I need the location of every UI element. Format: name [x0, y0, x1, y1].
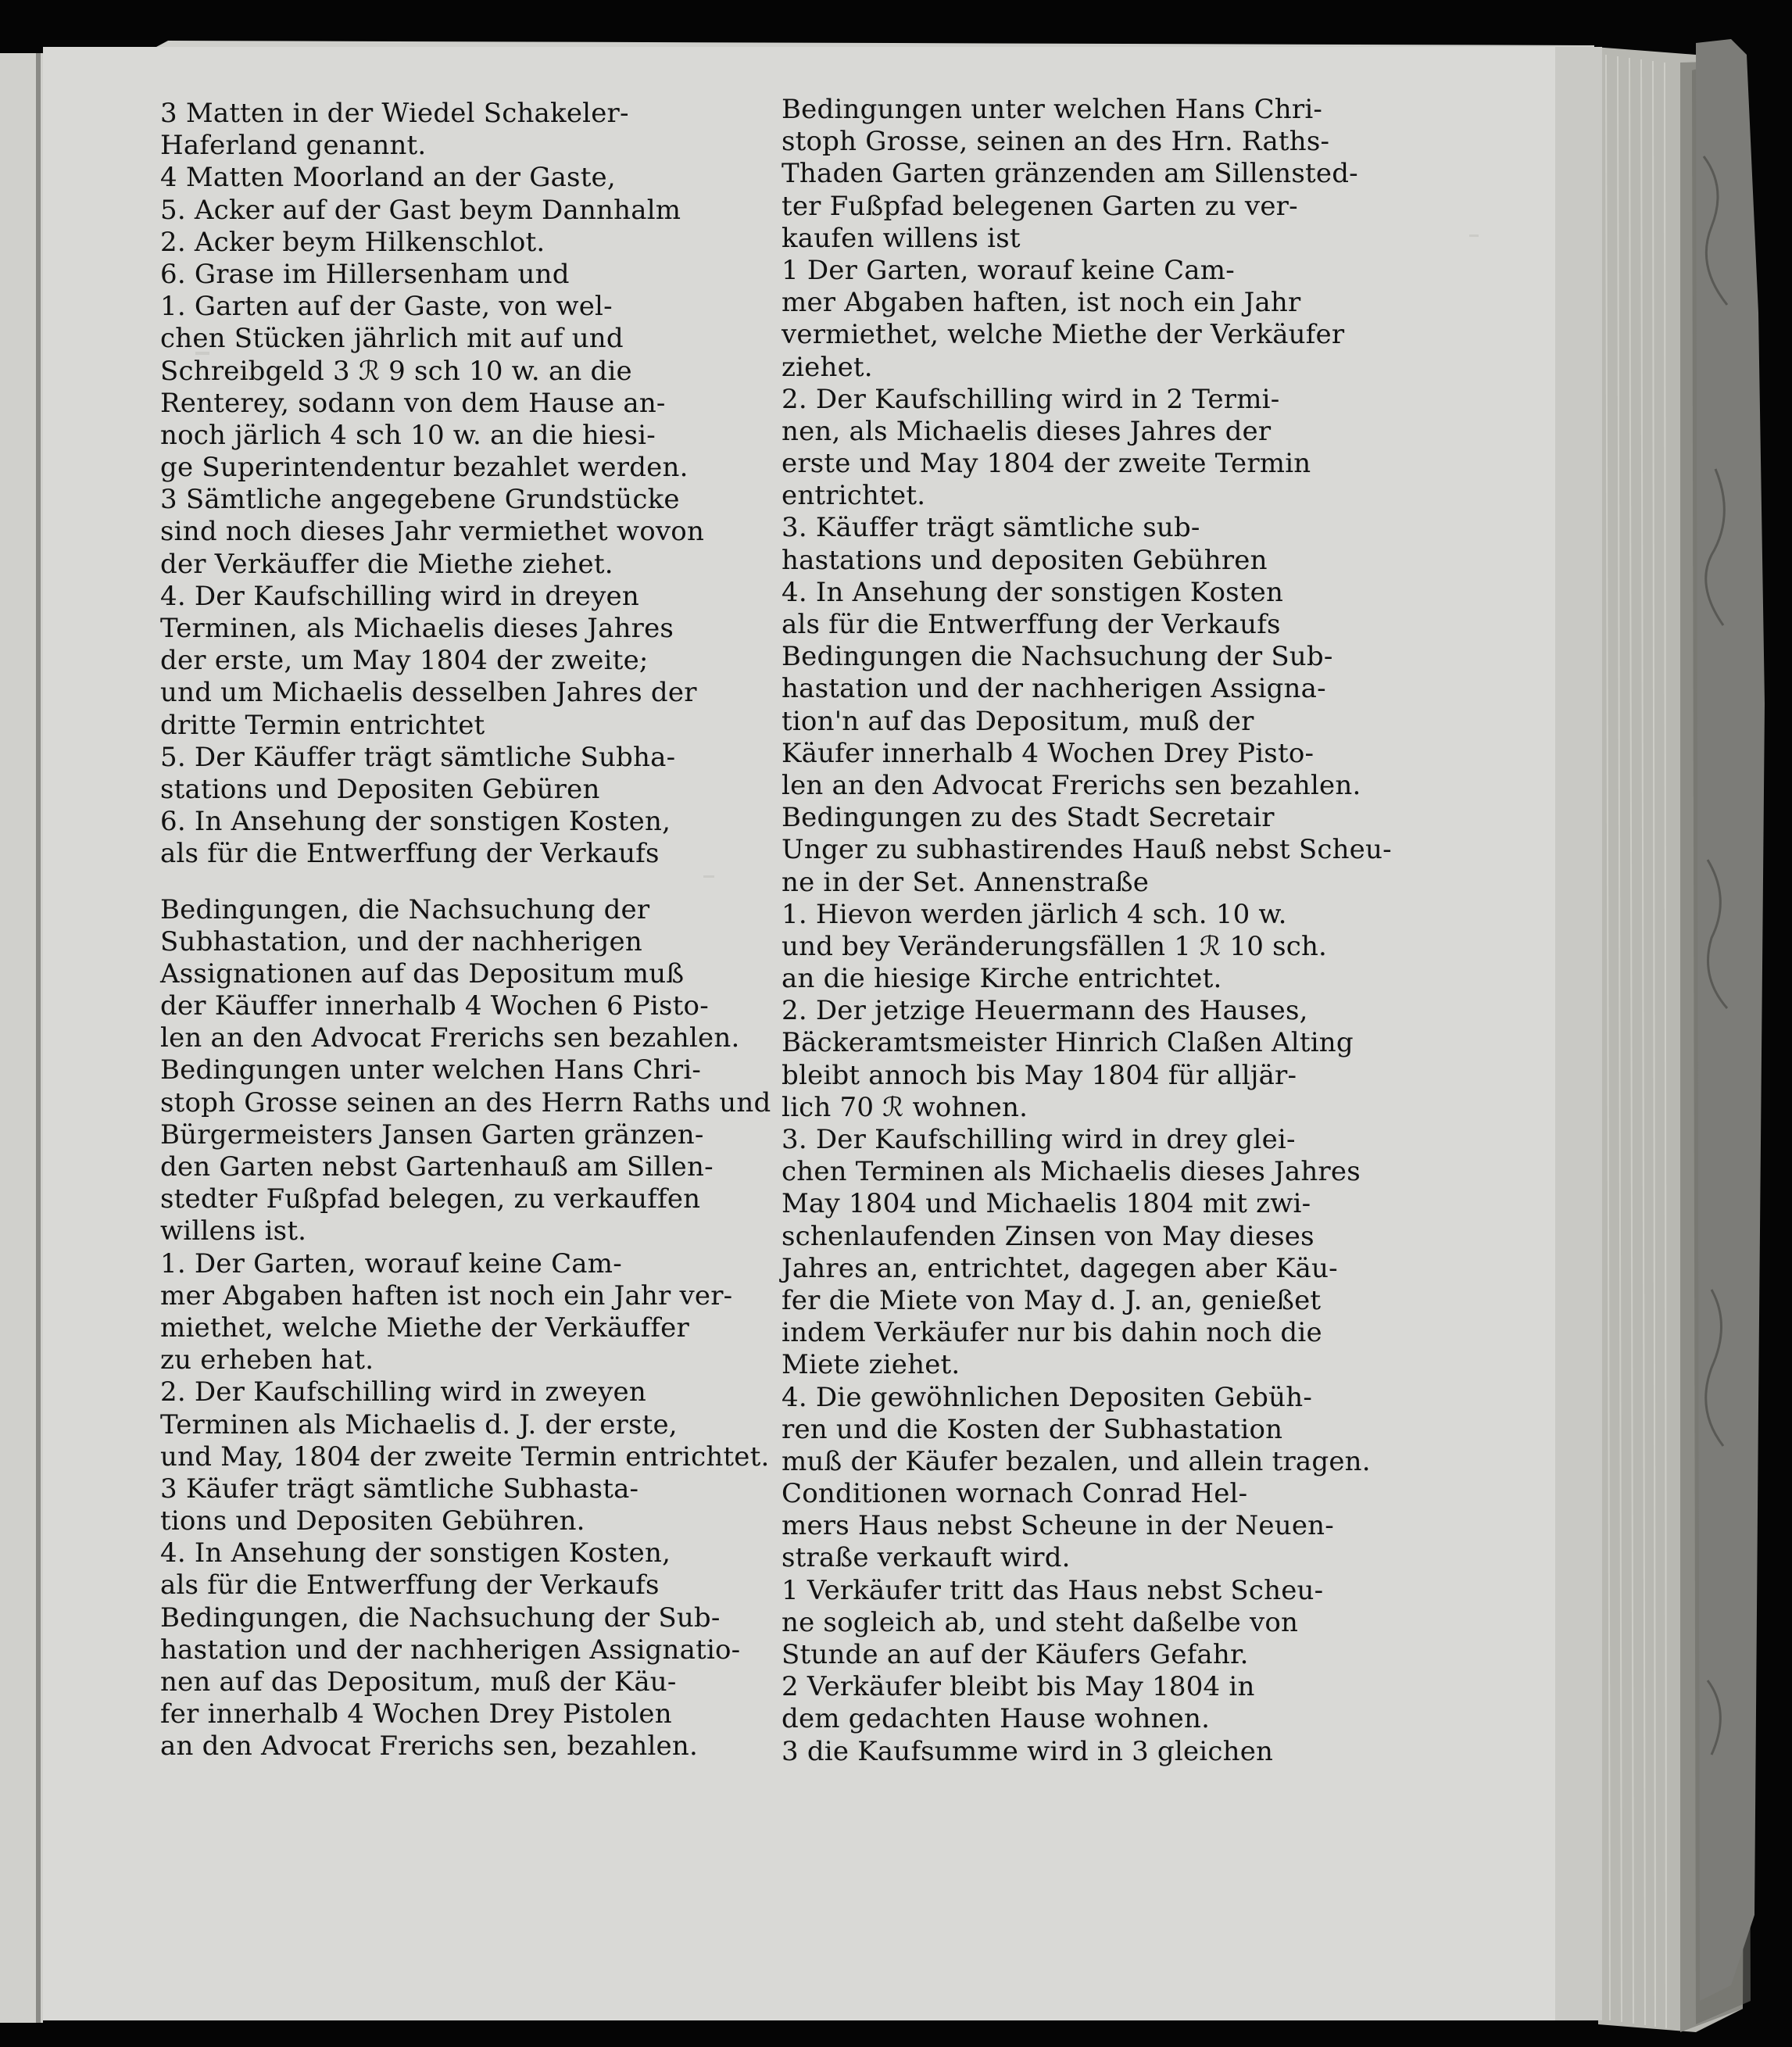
text-line: ne sogleich ab, und steht daßelbe von [782, 1606, 1299, 1638]
text-line: Conditionen wornach Conrad Hel- [782, 1478, 1248, 1510]
text-line: sind noch dieses Jahr vermiethet wovon [160, 516, 705, 548]
text-line: Terminen, als Michaelis dieses Jahres [160, 613, 674, 644]
text-line: 6. In Ansehung der sonstigen Kosten, [160, 806, 671, 838]
text-line: Subhastation, und der nachherigen [160, 925, 642, 957]
text-line: lich 70 ℛ wohnen. [782, 1091, 1028, 1123]
text-line: Bäckeramtsmeister Hinrich Claßen Alting [782, 1027, 1354, 1059]
paragraph-gap [160, 871, 746, 894]
text-line: erste und May 1804 der zweite Termin [782, 448, 1311, 480]
text-line: ge Superintendentur bezahlet werden. [160, 452, 689, 484]
text-line: Bedingungen unter welchen Hans Chri- [782, 94, 1323, 125]
text-line: als für die Entwerffung der Verkaufs [782, 609, 1281, 640]
text-line: 5. Acker auf der Gast beym Dannhalm [160, 194, 681, 226]
text-line: den Garten nebst Gartenhauß am Sillen- [160, 1151, 714, 1183]
text-line: willens ist. [160, 1215, 307, 1247]
text-line: als für die Entwerffung der Verkaufs [160, 838, 660, 870]
text-line: 3 Sämtliche angegebene Grundstücke [160, 484, 680, 516]
text-line: Bedingungen die Nachsuchung der Sub- [782, 641, 1333, 673]
text-line: stoph Grosse, seinen an des Hrn. Raths- [782, 126, 1330, 158]
text-line: bleibt annoch bis May 1804 für alljär- [782, 1059, 1297, 1091]
text-line: als für die Entwerffung der Verkaufs [160, 1569, 660, 1601]
text-line: ren und die Kosten der Subhastation [782, 1413, 1283, 1445]
text-line: len an den Advocat Frerichs sen bezahlen. [160, 1022, 740, 1054]
text-line: 1 Verkäufer tritt das Haus nebst Scheu- [782, 1574, 1324, 1606]
text-line: 2. Der Kaufschilling wird in 2 Termi- [782, 383, 1280, 415]
text-line: Assignationen auf das Depositum muß [160, 957, 685, 990]
text-line: mer Abgaben haften ist noch ein Jahr ver- [160, 1279, 733, 1312]
text-line: entrichtet. [782, 480, 926, 512]
text-line: Bedingungen unter welchen Hans Chri- [160, 1054, 702, 1086]
text-line: 3 Käufer trägt sämtliche Subhasta- [160, 1473, 639, 1505]
text-line: 4 Matten Moorland an der Gaste, [160, 162, 616, 194]
text-line: hastations und depositen Gebühren [782, 544, 1268, 576]
text-line: Bürgermeisters Jansen Garten gränzen- [160, 1118, 704, 1151]
text-line: kaufen willens ist [782, 222, 1021, 254]
text-line: hastation und der nachherigen Assignatio- [160, 1634, 741, 1666]
text-line: fer innerhalb 4 Wochen Drey Pistolen [160, 1698, 672, 1730]
text-line: May 1804 und Michaelis 1804 mit zwi- [782, 1188, 1311, 1220]
text-line: 2 Verkäufer bleibt bis May 1804 in [782, 1671, 1255, 1703]
text-line: Bedingungen, die Nachsuchung der [160, 893, 650, 925]
text-line: mers Haus nebst Scheune in der Neuen- [782, 1510, 1334, 1542]
text-line: stations und Depositen Gebüren [160, 773, 600, 805]
text-line: dem gedachten Hause wohnen. [782, 1703, 1211, 1735]
text-line: an den Advocat Frerichs sen, bezahlen. [160, 1730, 698, 1762]
text-line: len an den Advocat Frerichs sen bezahlen. [782, 769, 1361, 801]
text-line: mer Abgaben haften, ist noch ein Jahr [782, 287, 1301, 319]
text-line: 1. Der Garten, worauf keine Cam- [160, 1247, 622, 1279]
text-line: ter Fußpfad belegenen Garten zu ver- [782, 190, 1298, 222]
text-line: fer die Miete von May d. J. an, genießet [782, 1284, 1322, 1316]
text-line: chen Terminen als Michaelis dieses Jahres [782, 1156, 1361, 1188]
text-line: der erste, um May 1804 der zweite; [160, 645, 649, 677]
text-line: Schreibgeld 3 ℛ 9 sch 10 w. an die [160, 355, 632, 387]
text-line: 4. Die gewöhnlichen Depositen Gebüh- [782, 1381, 1313, 1413]
text-line: ziehet. [782, 351, 873, 383]
text-line: 2. Acker beym Hilkenschlot. [160, 226, 545, 258]
text-line: der Verkäuffer die Miethe ziehet. [160, 548, 613, 580]
text-line: und May, 1804 der zweite Termin entrichtet. [160, 1440, 770, 1473]
text-line: indem Verkäufer nur bis dahin noch die [782, 1317, 1322, 1349]
text-line: dritte Termin entrichtet [160, 709, 485, 741]
text-line: 2. Der Kaufschilling wird in zweyen [160, 1376, 646, 1408]
text-line: 2. Der jetzige Heuermann des Hauses, [782, 995, 1308, 1027]
left-column-part-b [160, 893, 771, 1763]
text-line: miethet, welche Miethe der Verkäuffer [160, 1312, 689, 1344]
text-line: stoph Grosse seinen an des Herrn Raths und [160, 1086, 771, 1118]
text-line: 6. Grase im Hillersenham und [160, 258, 570, 290]
text-line: Bedingungen zu des Stadt Secretair [782, 802, 1275, 834]
text-line: noch järlich 4 sch 10 w. an die hiesi- [160, 419, 656, 451]
text-line: der Käuffer innerhalb 4 Wochen 6 Pisto- [160, 990, 709, 1022]
text-line: und bey Veränderungsfällen 1 ℛ 10 sch. [782, 930, 1328, 962]
text-line: straße verkauft wird. [782, 1542, 1071, 1574]
text-line: Terminen als Michaelis d. J. der erste, [160, 1408, 678, 1440]
text-line: schenlaufenden Zinsen von May dieses [782, 1220, 1314, 1252]
text-line: 3 die Kaufsumme wird in 3 gleichen [782, 1735, 1274, 1767]
text-line: an die hiesige Kirche entrichtet. [782, 963, 1222, 995]
left-column-part-a [160, 98, 746, 871]
text-line: 3 Matten in der Wiedel Schakeler- [160, 98, 629, 129]
text-line: zu erheben hat. [160, 1344, 374, 1376]
text-line: und um Michaelis desselben Jahres der [160, 677, 697, 709]
text-line: Stunde an auf der Käufers Gefahr. [782, 1639, 1249, 1670]
text-line: Jahres an, entrichtet, dagegen aber Käu- [782, 1252, 1338, 1284]
text-line: 4. In Ansehung der sonstigen Kosten, [160, 1537, 671, 1569]
text-line: muß der Käufer bezalen, und allein tragen. [782, 1445, 1371, 1477]
text-line: 1. Garten auf der Gaste, von wel- [160, 291, 613, 323]
text-line: stedter Fußpfad belegen, zu verkauffen [160, 1183, 701, 1215]
text-line: chen Stücken jährlich mit auf und [160, 323, 624, 355]
text-line: 3. Der Kaufschilling wird in drey glei- [782, 1124, 1296, 1155]
text-line: nen, als Michaelis dieses Jahres der [782, 415, 1272, 447]
text-line: Miete ziehet. [782, 1349, 960, 1381]
text-line: nen auf das Depositum, muß der Käu- [160, 1666, 677, 1698]
right-column [782, 94, 1392, 1768]
text-line: 4. In Ansehung der sonstigen Kosten [782, 576, 1284, 608]
text-line: Renterey, sodann von dem Hause an- [160, 387, 666, 419]
text-line: Käufer innerhalb 4 Wochen Drey Pisto- [782, 737, 1314, 769]
text-line: Bedingungen, die Nachsuchung der Sub- [160, 1601, 721, 1634]
text-line: Haferland genannt. [160, 130, 427, 162]
text-line: tions und Depositen Gebühren. [160, 1505, 585, 1537]
text-line: Thaden Garten gränzenden am Sillensted- [782, 158, 1358, 190]
text-line: 3. Käuffer trägt sämtliche sub- [782, 512, 1200, 544]
left-column [160, 98, 771, 1763]
text-line: hastation und der nachherigen Assigna- [782, 673, 1326, 705]
text-line: ne in der Set. Annenstraße [782, 866, 1150, 898]
text-line: 4. Der Kaufschilling wird in dreyen [160, 580, 639, 612]
text-line: 5. Der Käuffer trägt sämtliche Subha- [160, 741, 676, 773]
text-line: Unger zu subhastirendes Hauß nebst Scheu- [782, 834, 1392, 866]
text-line: 1 Der Garten, worauf keine Cam- [782, 254, 1235, 286]
text-line: tion'n auf das Depositum, muß der [782, 705, 1254, 737]
text-line: vermiethet, welche Miethe der Verkäufer [782, 319, 1345, 351]
marbled-cover-edge [1696, 39, 1765, 2001]
text-line: 1. Hievon werden järlich 4 sch. 10 w. [782, 898, 1287, 930]
